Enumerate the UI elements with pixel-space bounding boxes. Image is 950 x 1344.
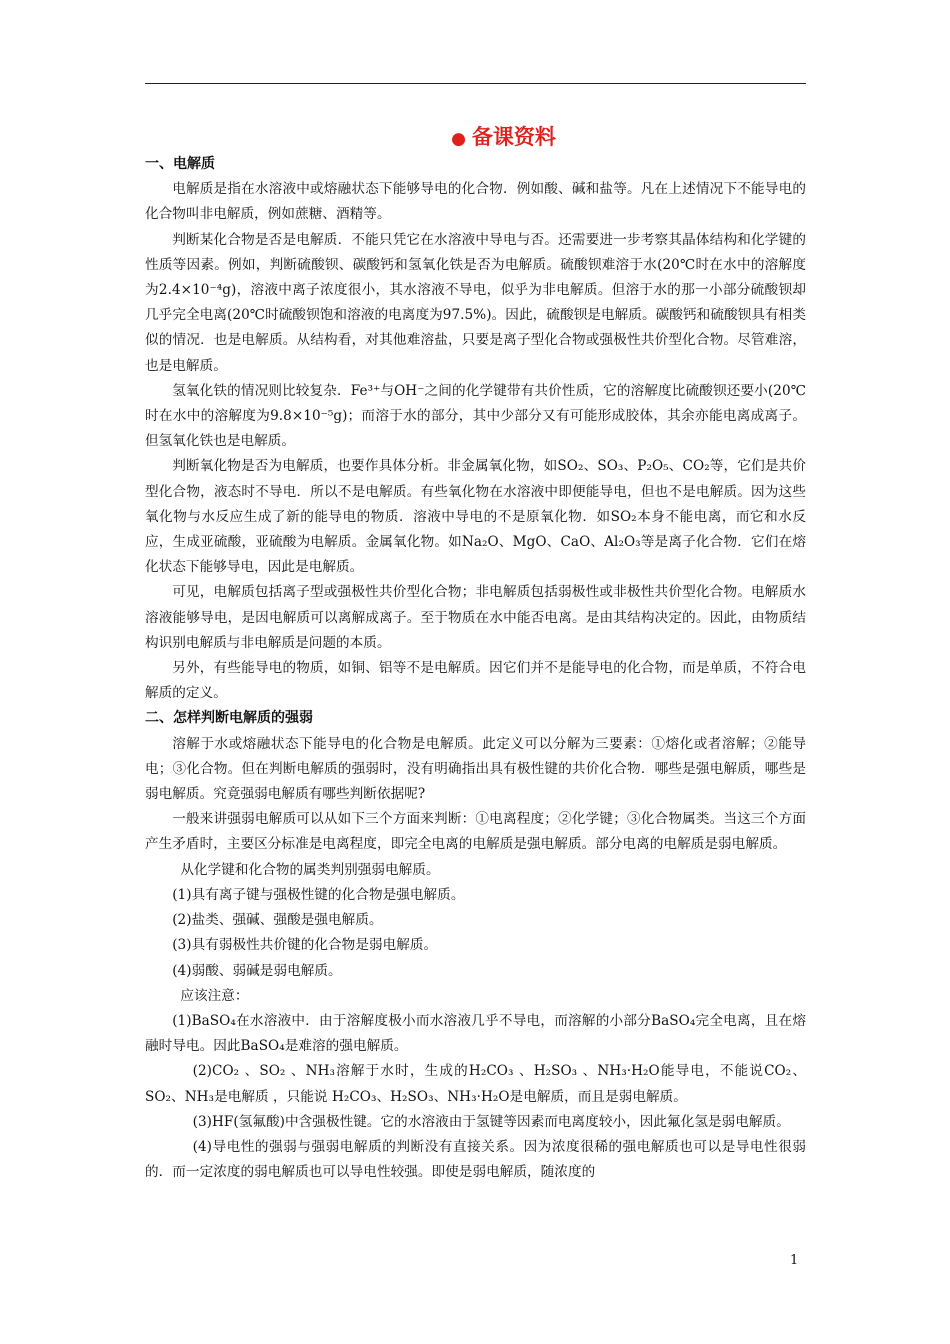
paragraph: 氢氧化铁的情况则比较复杂．Fe³⁺与OH⁻之间的化学键带有共价性质，它的溶解度比硫酸钡还要小(20℃时在水中的溶解度为9.8×10⁻⁵g)；而溶于水的部分，其中少部分又有可能形成胶体，其余亦能电离成离子。但氢氧化铁也是电解质。 [145,382,806,450]
page-number: 1 [790,1253,799,1268]
paragraph: 应该注意： [180,987,249,1004]
list-item: (1)具有离子键与强极性键的化合物是强电解质。 [172,886,465,903]
page-content [145,122,806,1185]
paragraph: 判断氧化物是否为电解质，也要作具体分析。非金属氧化物，如SO₂、SO₃、P₂O₅、CO₂等，它们是共价型化合物，液态时不导电．所以不是电解质。有些氧化物在水溶液中即便能导电，但也不是电解质。因为这些氧化物与水反应生成了新的能导电的物质．溶液中导电的不是原氧化物．如SO₂本身不能电离，而它和水反应，生成亚硫酸，亚硫酸为电解质。金属氧化物。如Na₂O、MgO、CaO、Al₂O₃等是离子化合物．它们在熔化状态下能够导电，因此是电解质。 [145,458,806,576]
paragraph: 溶解于水或熔融状态下能导电的化合物是电解质。此定义可以分解为三要素：①熔化或者溶解；②能导电；③化合物。但在判断电解质的强弱时，没有明确指出具有极性键的共价化合物．哪些是强电解质，哪些是弱电解质。究竟强弱电解质有哪些判断依据呢? [145,735,806,803]
header-rule [145,83,806,84]
paragraph: 可见，电解质包括离子型或强极性共价型化合物；非电解质包括弱极性或非极性共价型化合物。电解质水溶液能够导电，是因电解质可以离解成离子。至于物质在水中能否电离。是由其结构决定的。因此，由物质结构识别电解质与非电解质是问题的本质。 [145,584,806,651]
note-item: (1)BaSO₄在水溶液中．由于溶解度极小而水溶液几乎不导电，而溶解的小部分BaSO₄完全电离，且在熔融时导电。因此BaSO₄是难溶的强电解质。 [145,1012,806,1055]
note-item: (3)HF(氢氟酸)中含强极性键。它的水溶液由于氢键等因素而电离度较小，因此氟化氢是弱电解质。 [192,1113,790,1130]
note-item: (4)导电性的强弱与强弱电解质的判断没有直接关系。因为浓度很稀的强电解质也可以是导电性很弱的．而一定浓度的弱电解质也可以导电性较强。即使是弱电解质，随浓度的 [145,1138,806,1181]
page-title-text: 备课资料 [471,125,556,149]
bullet-icon: ● [451,129,466,149]
section-heading-strength: 二、怎样判断电解质的强弱 [145,710,313,727]
list-item: (3)具有弱极性共价键的化合物是弱电解质。 [172,937,438,954]
paragraph: 从化学键和化合物的属类判别强弱电解质。 [180,861,440,878]
list-item: (4)弱酸、弱碱是弱电解质。 [172,962,342,979]
section-heading-electrolyte: 一、电解质 [145,156,215,172]
paragraph: 另外，有些能导电的物质，如铜、铝等不是电解质。因它们并不是能导电的化合物，而是单质，不符合电解质的定义。 [145,660,806,702]
paragraph: 电解质是指在水溶液中或熔融状态下能够导电的化合物．例如酸、碱和盐等。凡在上述情况下不能导电的化合物叫非电解质，例如蔗糖、酒精等。 [145,181,806,223]
note-item: (2)CO₂ 、SO₂ 、NH₃溶解于水时，生成的H₂CO₃ 、H₂SO₃ 、NH₃·H₂O能导电，不能说CO₂、SO₂、NH₃是电解质 ，只能说 H₂CO₃、H₂SO₃、NH₃·H₂O是电解质，而且是弱电解质。 [145,1063,806,1105]
page-title [201,122,806,152]
list-item: (2)盐类、强碱、强酸是强电解质。 [172,912,383,929]
paragraph: 判断某化合物是否是电解质．不能只凭它在水溶液中导电与否。还需要进一步考察其晶体结构和化学键的性质等因素。例如，判断硫酸钡、碳酸钙和氢氧化铁是否为电解质。硫酸钡难溶于水(20℃时在水中的溶解度为2.4×10⁻⁴g)，溶液中离子浓度很小，其水溶液不导电，似乎为非电解质。但溶于水的那一小部分硫酸钡却几乎完全电离(20℃时硫酸钡饱和溶液的电离度为97.5%)。因此，硫酸钡是电解质。碳酸钙和硫酸钡具有相类似的情况．也是电解质。从结构看，对其他难溶盐，只要是离子型化合物或强极性共价型化合物。尽管难溶，也是电解质。 [145,231,806,374]
paragraph: 一般来讲强弱电解质可以从如下三个方面来判断：①电离程度；②化学键；③化合物属类。当这三个方面产生矛盾时，主要区分标准是电离程度，即完全电离的电解质是强电解质。部分电离的电解质是弱电解质。 [145,811,806,853]
